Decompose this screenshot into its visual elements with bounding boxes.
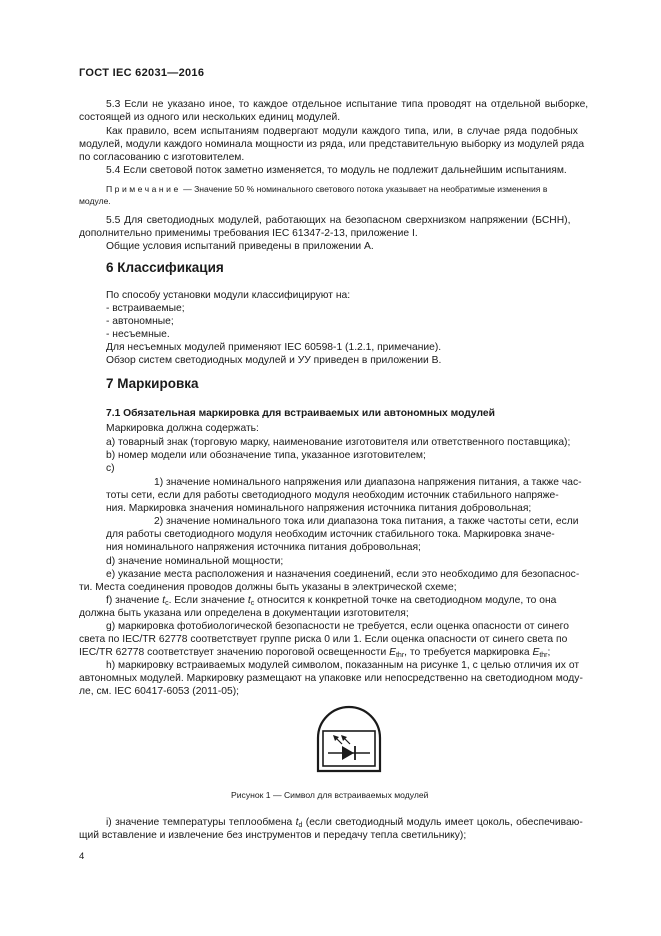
marking-intro: Маркировка должна содержать:: [106, 423, 259, 434]
figure-caption: Рисунок 1 — Символ для встраиваемых модулей: [231, 790, 429, 800]
item-f-line2: должна быть указана или определена в документации изготовителя;: [79, 608, 409, 619]
item-b: b) номер модели или обозначение типа, указанное изготовителем;: [106, 450, 426, 461]
item-g-line3: IEC/TR 62778 соответствует значению пороговой освещенности $E_{thr}$, то требуется маркировка $E_{thr}$;: [79, 647, 551, 659]
note-line1: Примечание — Значение 50 % номинального светового потока указывает на необратимые изменения в: [106, 184, 548, 194]
item-g-line1: g) маркировка фотобиологической безопасности не требуется, если оценка опасности от синего: [106, 621, 569, 632]
list-item: - встраиваемые;: [106, 303, 185, 314]
note-label: Примечание: [106, 184, 181, 194]
document-header: ГОСТ IEC 62031—2016: [79, 67, 205, 79]
item-f-line1: f) значение $t_c$. Если значение $t_c$ относится к конкретной точке на светодиодном модуле, то она: [106, 595, 557, 607]
item-i-line2: щий вставление и извлечение без инструментов и передачу тепла светильнику);: [79, 830, 467, 841]
classification-intro: По способу установки модули классифицируют на:: [106, 290, 351, 301]
para-5-4: 5.4 Если световой поток заметно изменяется, то модуль не подлежит дальнейшим испытаниям.: [106, 165, 567, 176]
item-h-line3: ле, см. IEC 60417-6053 (2011-05);: [79, 686, 240, 697]
item-i-line1: i) значение температуры теплообмена $t_d$ (если светодиодный модуль имеет цоколь, обеспечиваю-: [106, 817, 583, 829]
note-line2: модуле.: [79, 196, 111, 206]
built-in-module-symbol: [314, 704, 384, 774]
para-types-line3: по согласованию с изготовителем.: [79, 152, 245, 163]
item-d: d) значение номинальной мощности;: [106, 556, 284, 567]
para-5-3-line1: 5.3 Если не указано иное, то каждое отдельное испытание типа проводят на отдельной выборке,: [106, 99, 589, 110]
para-types-line1: Как правило, всем испытаниям подвергают модули каждого типа, или, в случае ряда подобных: [106, 126, 578, 137]
item-c1-line1: 1) значение номинального напряжения или диапазона напряжения питания, а также час-: [154, 477, 582, 488]
item-h-line1: h) маркировку встраиваемых модулей символом, показанным на рисунке 1, с целью отличия их от: [106, 660, 580, 671]
item-g-line2: света по IEC/TR 62778 соответствует группе риска 0 или 1. Если оценка опасности от синего света по: [79, 634, 568, 645]
item-a: a) товарный знак (торговую марку, наименование изготовителя или ответственного поставщика);: [106, 437, 571, 448]
item-c1-line3: ния. Маркировка значения номинального напряжения источника питания добровольная;: [106, 503, 532, 514]
para-nonremovable: Для несъемных модулей применяют IEC 60598-1 (1.2.1, примечание).: [106, 342, 442, 353]
subsection-7-1-heading: 7.1 Обязательная маркировка для встраиваемых или автономных модулей: [106, 408, 495, 419]
section-7-heading: 7 Маркировка: [106, 376, 199, 391]
item-e-line2: ти. Места соединения проводов должны быть указаны в электрической схеме;: [79, 582, 457, 593]
page-number: 4: [79, 851, 85, 862]
para-5-5-line2: дополнительно применимы требования IEC 61347-2-13, приложение I.: [79, 228, 418, 239]
item-c2-line3: ния номинального напряжения источника питания добровольная;: [106, 542, 421, 553]
housing-outline-icon: [318, 707, 380, 771]
para-types-line2: модулей, модули каждого номинала мощности из ряда, или представительную выборку из модулей ряда: [79, 139, 585, 150]
led-diode-icon: [328, 746, 370, 760]
item-c2-line2: для работы светодиодного модуля необходим источник стабильного тока. Маркировка значе-: [106, 529, 555, 540]
item-h-line2: автономных модулей. Маркировку размещают на упаковке или непосредственно на светодиодном моду-: [79, 673, 583, 684]
item-c2-line1: 2) значение номинального тока или диапазона тока питания, а также частоты сети, если: [154, 516, 579, 527]
module-rectangle-icon: [323, 731, 375, 766]
para-5-5-line1: 5.5 Для светодиодных модулей, работающих на безопасном сверхнизком напряжении (БСНН),: [106, 215, 571, 226]
para-5-5-line3: Общие условия испытаний приведены в приложении А.: [106, 241, 374, 252]
item-c: c): [106, 463, 115, 474]
section-6-heading: 6 Классификация: [106, 260, 224, 275]
para-5-3-line2: состоящей из одного или нескольких единиц модулей.: [79, 112, 341, 123]
list-item: - автономные;: [106, 316, 174, 327]
para-overview: Обзор систем светодиодных модулей и УУ приведен в приложении В.: [106, 355, 442, 366]
list-item: - несъемные.: [106, 329, 170, 340]
light-arrows-icon: [333, 735, 350, 744]
item-c1-line2: тоты сети, если для работы светодиодного модуля необходим источник стабильного напряже-: [106, 490, 559, 501]
item-e-line1: e) указание места расположения и назначения соединений, если это необходимо для безопаснос-: [106, 569, 580, 580]
